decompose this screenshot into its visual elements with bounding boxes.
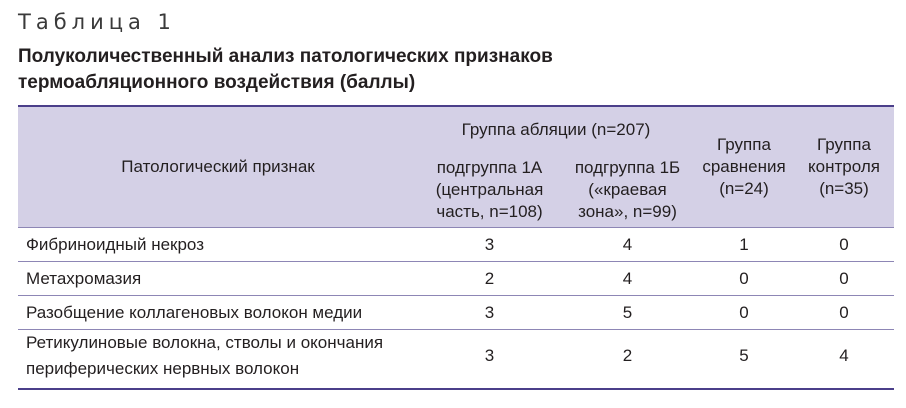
header-subgroup-1a <box>418 153 561 228</box>
row-feature-line-2: периферических нервных волокон <box>26 359 300 378</box>
cell-subgroup-1b: 4 <box>561 262 694 296</box>
cell-control: 0 <box>794 262 894 296</box>
cell-comparison: 0 <box>694 296 794 330</box>
header-subgroup-1a-line-1: подгруппа 1А <box>436 158 543 177</box>
header-ablation-group: Группа абляции (n=207) <box>418 106 694 153</box>
table-title-line-2: термоабляционного воздействия (баллы) <box>18 72 416 93</box>
header-comparison-line-2: сравнения <box>702 157 786 176</box>
table-row <box>18 262 894 296</box>
cell-comparison: 1 <box>694 228 794 262</box>
row-feature: Метахромазия <box>18 262 418 296</box>
header-subgroup-1b-line-1: подгруппа 1Б <box>574 158 681 177</box>
table-title-line-1: Полуколичественный анализ патологических признаков <box>18 46 553 67</box>
cell-subgroup-1a: 3 <box>418 330 561 390</box>
row-feature-line-1: Ретикулиновые волокна, стволы и окончания <box>26 333 384 352</box>
header-subgroup-1b-line-2: («краевая <box>588 180 667 199</box>
header-control-line-3: (n=35) <box>819 179 869 198</box>
table-title <box>18 44 718 96</box>
header-comparison-group <box>694 106 794 228</box>
cell-subgroup-1a: 3 <box>418 296 561 330</box>
table-row <box>18 330 894 390</box>
header-subgroup-1b <box>561 153 694 228</box>
row-feature: Фибриноидный некроз <box>18 228 418 262</box>
header-control-group <box>794 106 894 228</box>
header-comparison-line-3: (n=24) <box>719 179 769 198</box>
header-feature: Патологический признак <box>18 106 418 228</box>
cell-control: 4 <box>794 330 894 390</box>
cell-subgroup-1b: 5 <box>561 296 694 330</box>
table-header <box>18 106 894 228</box>
table-caption-label: Таблица 1 <box>18 10 176 34</box>
header-control-line-2: контроля <box>808 157 880 176</box>
cell-subgroup-1a: 2 <box>418 262 561 296</box>
cell-subgroup-1b: 2 <box>561 330 694 390</box>
cell-comparison: 5 <box>694 330 794 390</box>
header-subgroup-1b-line-3: зона», n=99) <box>578 202 677 221</box>
row-feature <box>18 330 418 390</box>
cell-subgroup-1b: 4 <box>561 228 694 262</box>
cell-comparison: 0 <box>694 262 794 296</box>
table-body <box>18 228 894 390</box>
header-comparison-line-1: Группа <box>717 135 771 154</box>
header-control-line-1: Группа <box>817 135 871 154</box>
table-row <box>18 296 894 330</box>
header-subgroup-1a-line-3: часть, n=108) <box>436 202 543 221</box>
row-feature: Разобщение коллагеновых волокон медии <box>18 296 418 330</box>
cell-subgroup-1a: 3 <box>418 228 561 262</box>
pathology-table <box>18 105 894 390</box>
cell-control: 0 <box>794 296 894 330</box>
header-subgroup-1a-line-2: (центральная <box>435 180 544 199</box>
cell-control: 0 <box>794 228 894 262</box>
table-row <box>18 228 894 262</box>
